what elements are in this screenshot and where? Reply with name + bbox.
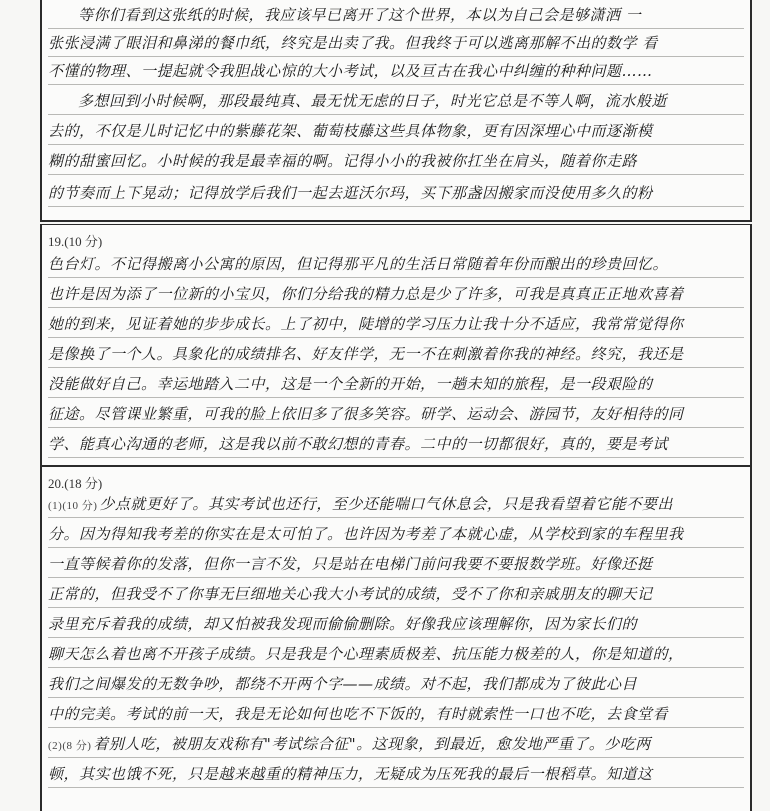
answer-text: 少点就更好了。其实考试也还行，至少还能喘口气休息会，只是我看望着它能不要出 xyxy=(99,495,673,513)
sub-question-2-label: (2)(8 分) xyxy=(48,740,92,752)
answer-line: 学、能真心沟通的老师，这是我以前不敢幻想的青春。二中的一切都很好，真的，要是考试 xyxy=(48,431,744,458)
answer-section-q18 xyxy=(40,0,752,222)
answer-line: 录里充斥着我的成绩，却又怕被我发现而偷偷删除。好像我应该理解你，因为家长们的 xyxy=(48,611,744,638)
answer-line: 去的，不仅是儿时记忆中的紫藤花架、葡萄枝藤这些具体物象，更有因深埋心中而逐渐模 xyxy=(48,118,744,145)
question-number-19: 19.(10 分) xyxy=(48,234,103,249)
answer-line: 也许是因为添了一位新的小宝贝，你们分给我的精力总是少了许多，可我是真真正正地欢喜着 xyxy=(48,281,744,308)
answer-line: 色台灯。不记得搬离小公寓的原因，但记得那平凡的生活日常随着年份而酿出的珍贵回忆。 xyxy=(48,251,744,278)
sub-question-1-label: (1)(10 分) xyxy=(48,500,98,512)
answer-line: 等你们看到这张纸的时候，我应该早已离开了这个世界，本以为自己会是够潇洒 一 xyxy=(48,2,744,29)
answer-section-q19 xyxy=(40,224,752,467)
answer-line: 分。因为得知我考差的你实在是太可怕了。也许因为考差了本就心虚，从学校到家的车程里我 xyxy=(48,521,744,548)
answer-line: 张张浸满了眼泪和鼻涕的餐巾纸，终究是出卖了我。但我终于可以逃离那解不出的数学 看 xyxy=(48,30,744,57)
answer-line: 中的完美。考试的前一天，我是无论如何也吃不下饭的，有时就索性一口也不吃，去食堂看 xyxy=(48,701,744,728)
answer-line: 她的到来，见证着她的步步成长。上了初中，陡增的学习压力让我十分不适应，我常常觉得你 xyxy=(48,311,744,338)
answer-line: 征途。尽管课业繁重，可我的脸上依旧多了很多笑容。研学、运动会、游园节，友好相待的同 xyxy=(48,401,744,428)
answer-line: 糊的甜蜜回忆。小时候的我是最幸福的啊。记得小小的我被你扛坐在肩头，随着你走路 xyxy=(48,148,744,175)
answer-line: 不懂的物理、一提起就令我胆战心惊的大小考试，以及亘古在我心中纠缠的种种问题…… xyxy=(48,58,744,85)
answer-line: 没能做好自己。幸运地踏入二中，这是一个全新的开始，一趟未知的旅程，是一段艰险的 xyxy=(48,371,744,398)
question-number-20: 20.(18 分) xyxy=(48,476,103,491)
answer-text: 着别人吃，被朋友戏称有"考试综合征"。这现象，到最近，愈发地严重了。少吃两 xyxy=(93,735,651,753)
answer-line: 顿，其实也饿不死，只是越来越重的精神压力，无疑成为压死我的最后一根稻草。知道这 xyxy=(48,761,744,788)
answer-line: 多想回到小时候啊，那段最纯真、最无忧无虑的日子，时光它总是不等人啊，流水般逝 xyxy=(48,88,744,115)
answer-line: 我们之间爆发的无数争吵，都绕不开两个字——成绩。对不起，我们都成为了彼此心目 xyxy=(48,671,744,698)
answer-line: 正常的，但我受不了你事无巨细地关心我大小考试的成绩，受不了你和亲戚朋友的聊天记 xyxy=(48,581,744,608)
answer-line: 一直等候着你的发落，但你一言不发，只是站在电梯门前问我要不要报数学班。好像还挺 xyxy=(48,551,744,578)
answer-line: 聊天怎么着也离不开孩子成绩。只是我是个心理素质极差、抗压能力极差的人，你是知道的， xyxy=(48,641,744,668)
answer-line xyxy=(48,731,744,758)
answer-section-q20 xyxy=(40,466,752,811)
answer-line xyxy=(48,491,744,518)
answer-line: 是像换了一个人。具象化的成绩排名、好友伴学，无一不在刺激着你我的神经。终究，我还是 xyxy=(48,341,744,368)
answer-line: 的节奏而上下晃动；记得放学后我们一起去逛沃尔玛，买下那盏因搬家而没使用多久的粉 xyxy=(48,180,744,207)
